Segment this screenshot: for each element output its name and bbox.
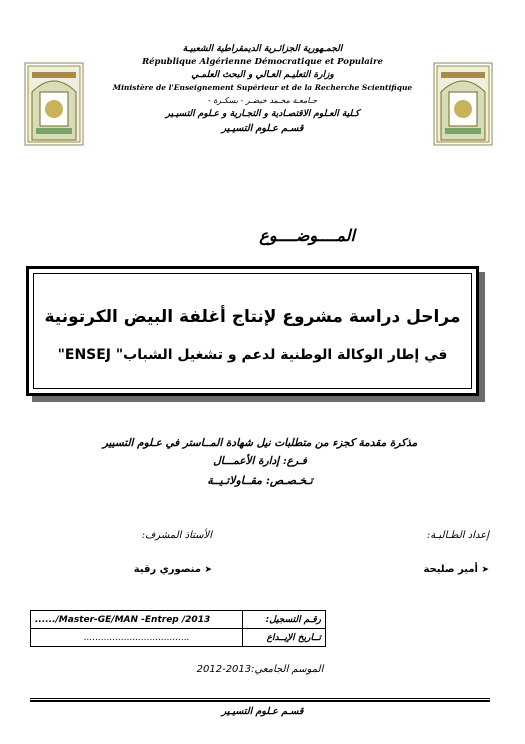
student-name-row	[423, 564, 489, 575]
thesis-title-line1: مراحل دراسة مشروع لإنتاج أغلفة البيض الكرتونية	[44, 307, 461, 327]
arrow-icon: ➤	[481, 565, 489, 575]
arrow-icon: ➤	[204, 565, 212, 575]
department-name: قسـم عـلوم التسيـير	[221, 123, 304, 134]
title-box	[26, 266, 479, 396]
university-logo-right	[433, 62, 493, 146]
thesis-specialty: تـخـصـص: مقــاولاتـيــة	[207, 474, 313, 487]
footer-divider	[30, 698, 490, 699]
ministry-arabic: وزارة التعليـم العـالي و البحث العلمـي	[191, 70, 334, 80]
student-name: أمير صليحة	[423, 564, 478, 575]
university-name: جـامعـة محـمد خيضـر - بسكـرة -	[207, 96, 318, 105]
republic-french: République Algérienne Démocratique et Populaire	[142, 57, 383, 67]
supervisor-name: منصوري رقية	[133, 564, 201, 575]
academic-year-value: 2012-2013	[196, 664, 252, 675]
thesis-title-line2: في إطار الوكالة الوطنية لدعم و تشغيل الشباب" ENSEJ"	[57, 347, 448, 363]
academic-year-label: الموسم الجامعي:	[251, 664, 324, 675]
supervisor-name-row	[134, 564, 212, 575]
university-logo-left	[24, 62, 84, 146]
republic-arabic: الجمـهورية الجزائـرية الديمقراطية الشعبيـة	[182, 44, 343, 54]
supervisor-label: الأستاذ المشرف:	[141, 530, 212, 541]
footer-department: قسـم عـلوم التسيـير	[221, 706, 304, 717]
student-label: إعداد الطـالبـة:	[426, 530, 489, 541]
deposit-date-label: تــاريخ الإيــداع	[243, 629, 326, 647]
academic-year	[150, 664, 370, 675]
footer-divider-thick	[30, 700, 490, 702]
registration-number-value: ....../Master-GE/MAN -Entrep /2013	[31, 611, 243, 629]
registration-number-label: رقـم التسجيل:	[243, 611, 326, 629]
faculty-name: كـلية العـلوم الاقتصـادية و التجـارية و عـلوم التسيـير	[165, 109, 360, 119]
ministry-french: Ministère de l'Enseignement Supérieur et de la Recherche Scientifique	[112, 83, 413, 92]
thesis-note: مذكرة مقدمة كجزء من متطلبات نيل شهادة المــاستر في عـلوم التسيير	[102, 437, 418, 449]
subject-label: المــــوضــــوع	[259, 226, 355, 245]
thesis-branch: فـرع: إدارة الأعمـــال	[213, 455, 307, 467]
registration-table	[30, 610, 326, 647]
deposit-date-value: .....................................	[31, 629, 243, 647]
